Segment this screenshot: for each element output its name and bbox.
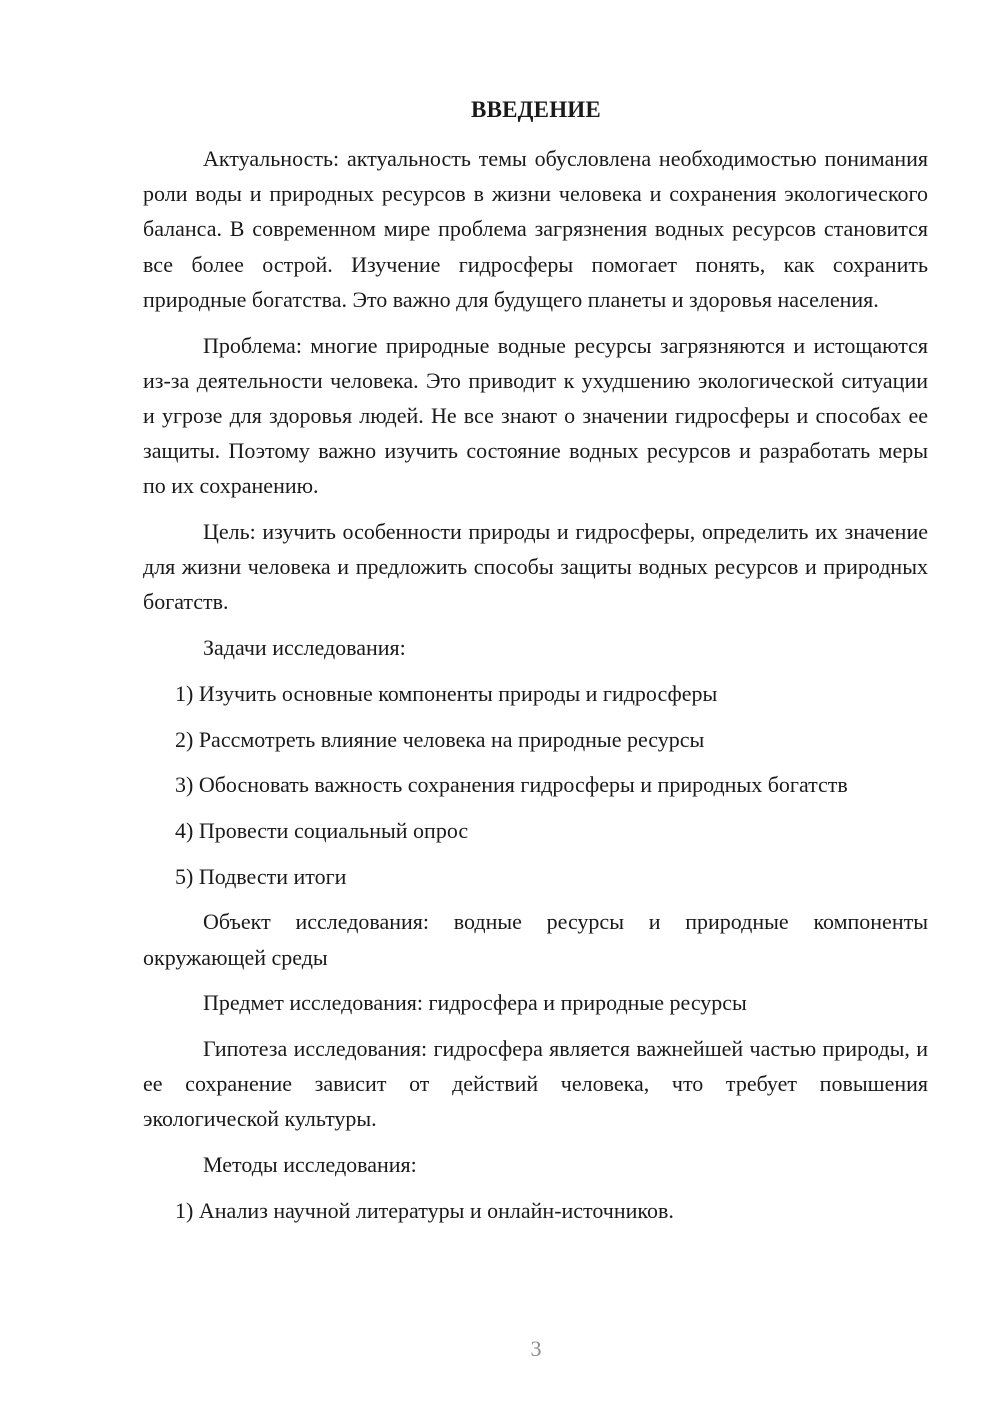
paragraph-relevance: Актуальность: актуальность темы обусловлена необходимостью понимания роли воды и природных ресурсов в жизни человека и сохранения экологического баланса. В современном мире проблема загрязнения водных ресурсов становится все более острой. Изучение гидросферы помогает понять, как сохранить природные богатства. Это важно для будущего планеты и здоровья населения. — [143, 146, 928, 312]
task-item-5: 5) Подвести итоги — [175, 863, 347, 889]
paragraph-hypothesis: Гипотеза исследования: гидросфера является важнейшей частью природы, и ее сохранение зависит от действий человека, что требует повышения экологической культуры. — [143, 1035, 928, 1132]
tasks-heading: Задачи исследования: — [203, 635, 406, 661]
task-item-2: 2) Рассмотреть влияние человека на природные ресурсы — [175, 726, 705, 752]
page-title: ВВЕДЕНИЕ — [471, 97, 601, 122]
paragraph-problem: Проблема: многие природные водные ресурсы загрязняются и истощаются из-за деятельности человека. Это приводит к ухудшению экологической ситуации и угрозе для здоровья людей. Не все знают о значении гидросферы и способах ее защиты. Поэтому важно изучить состояние водных ресурсов и разработать меры по их сохранению. — [143, 332, 928, 499]
task-item-1: 1) Изучить основные компоненты природы и гидросферы — [175, 680, 718, 706]
page-number: 3 — [530, 1336, 542, 1361]
task-item-3: 3) Обосновать важность сохранения гидросферы и природных богатств — [175, 772, 848, 798]
document-body — [143, 141, 928, 1238]
paragraph-subject: Предмет исследования: гидросфера и природные ресурсы — [203, 990, 747, 1016]
paragraph-object: Объект исследования: водные ресурсы и природные компоненты окружающей среды — [143, 909, 928, 970]
paragraph-goal: Цель: изучить особенности природы и гидросферы, определить их значение для жизни человека и предложить способы защиты водных ресурсов и природных богатств. — [143, 519, 928, 615]
task-item-4: 4) Провести социальный опрос — [175, 817, 469, 843]
methods-heading: Методы исследования: — [203, 1152, 417, 1178]
method-item-1: 1) Анализ научной литературы и онлайн-источников. — [175, 1197, 674, 1223]
